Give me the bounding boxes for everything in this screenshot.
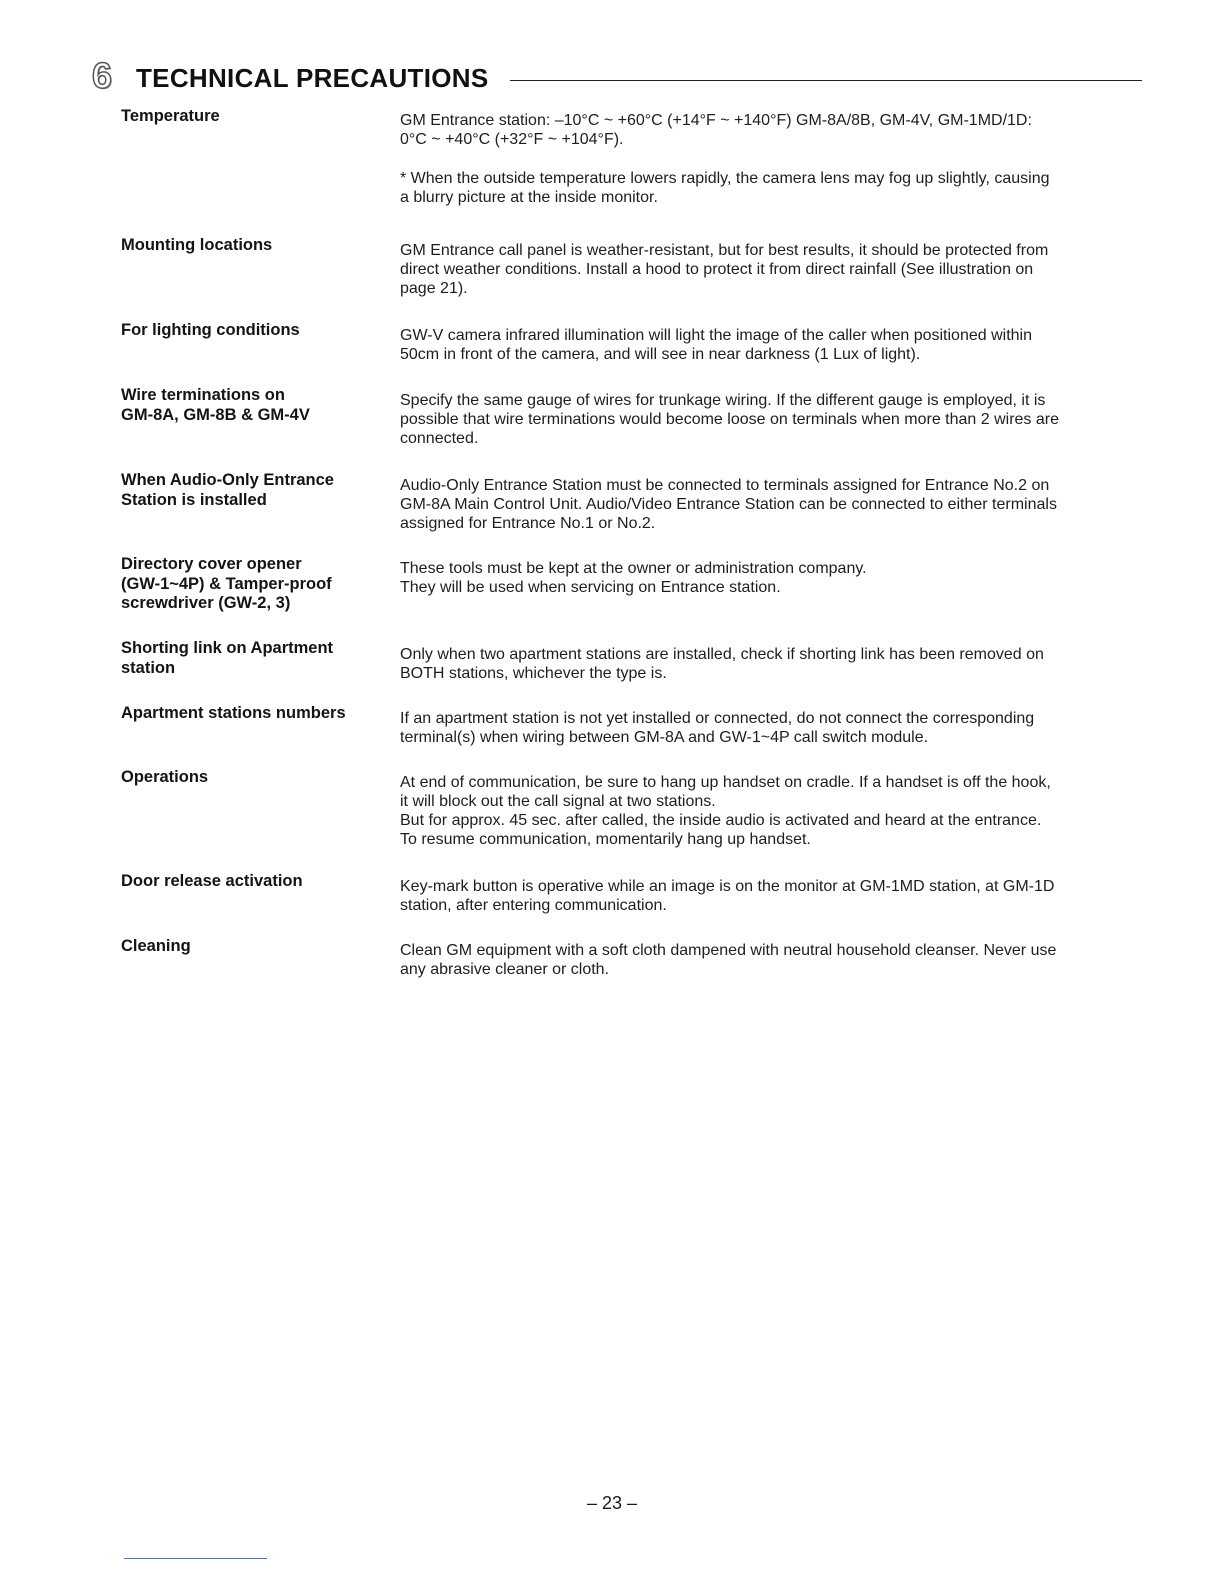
precaution-desc-text: Specify the same gauge of wires for trunkage wiring. If the different gauge is employed, it is possible that wire terminations would become loose on terminals when more than 2 wires are connected. — [400, 392, 1059, 447]
precaution-desc-text: Only when two apartment stations are installed, check if shorting link has been removed on BOTH stations, whichever the type is. — [400, 646, 1044, 682]
precaution-desc — [400, 476, 1145, 533]
precaution-desc — [400, 559, 1145, 597]
precaution-label: Cleaning — [121, 937, 191, 955]
precaution-note-text: * When the outside temperature lowers rapidly, the camera lens may fog up slightly, causing a blurry picture at the inside monitor. — [400, 170, 1050, 206]
precaution-desc — [400, 773, 1145, 849]
precaution-label: Directory cover opener (GW-1~4P) & Tamper-proof screwdriver (GW-2, 3) — [121, 555, 332, 612]
precaution-desc — [400, 645, 1145, 683]
precaution-desc-text: GM Entrance station: –10°C ~ +60°C (+14°F ~ +140°F) GM-8A/8B, GM-4V, GM-1MD/1D: 0°C ~ +40°C (+32°F ~ +104°F). — [400, 112, 1032, 148]
precaution-desc — [400, 877, 1145, 915]
page-title: TECHNICAL PRECAUTIONS — [136, 63, 489, 93]
precaution-desc-text: At end of communication, be sure to hang up handset on cradle. If a handset is off the hook, it will block out the call signal at two stations. But for approx. 45 sec. after called, the inside audio is activated and heard at the entrance. To resume communication, momentarily hang up handset. — [400, 774, 1051, 848]
precaution-desc-text: GW-V camera infrared illumination will light the image of the caller when positioned within 50cm in front of the camera, and will see in near darkness (1 Lux of light). — [400, 327, 1032, 363]
precaution-label: Mounting locations — [121, 236, 273, 254]
section-header — [92, 56, 1142, 100]
precaution-label: When Audio-Only Entrance Station is installed — [121, 471, 334, 509]
header-rule — [510, 80, 1142, 81]
precaution-desc — [400, 111, 1145, 207]
precaution-label: Door release activation — [121, 872, 303, 890]
precaution-desc-text: GM Entrance call panel is weather-resistant, but for best results, it should be protected from direct weather conditions. Install a hood to protect it from direct rainfall (See illustration on page 21). — [400, 242, 1049, 297]
precaution-label: Wire terminations on GM-8A, GM-8B & GM-4V — [121, 386, 310, 424]
precaution-desc-text: Audio-Only Entrance Station must be connected to terminals assigned for Entrance No.2 on GM-8A Main Control Unit. Audio/Video Entrance Station can be connected to either terminals assigned for Entrance No.1 or No.2. — [400, 477, 1057, 532]
precaution-label: Temperature — [121, 107, 220, 125]
section-number-badge: 6 — [92, 55, 113, 96]
precaution-desc — [400, 241, 1145, 298]
precaution-desc — [400, 326, 1145, 364]
precaution-label: Apartment stations numbers — [121, 704, 346, 722]
footer-rule — [124, 1558, 267, 1559]
precaution-desc-text: Clean GM equipment with a soft cloth dampened with neutral household cleanser. Never use any abrasive cleaner or cloth. — [400, 942, 1057, 978]
precaution-desc — [400, 941, 1145, 979]
precaution-label: Shorting link on Apartment station — [121, 639, 334, 677]
precaution-label: For lighting conditions — [121, 321, 300, 339]
precaution-desc — [400, 709, 1145, 747]
precaution-desc-text: These tools must be kept at the owner or administration company. They will be used when servicing on Entrance station. — [400, 560, 867, 596]
page-number: – 23 – — [586, 1493, 638, 1513]
precaution-label: Operations — [121, 768, 209, 786]
precaution-desc-text: Key-mark button is operative while an image is on the monitor at GM-1MD station, at GM-1D station, after entering communication. — [400, 878, 1055, 914]
precaution-desc — [400, 391, 1145, 448]
precaution-desc-text: If an apartment station is not yet installed or connected, do not connect the corresponding terminal(s) when wiring between GM-8A and GW-1~4P call switch module. — [400, 710, 1035, 746]
